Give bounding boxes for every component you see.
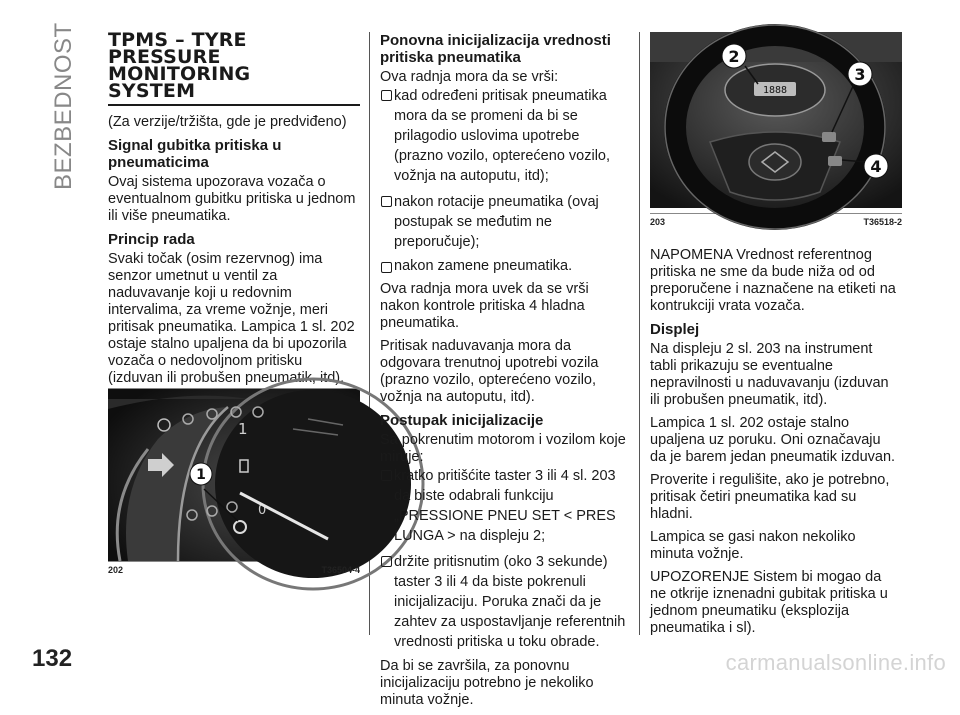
title-line: MONITORING xyxy=(108,63,251,85)
instrument-cluster-photo xyxy=(108,389,360,561)
section-title xyxy=(108,29,360,102)
heading-reinit: Ponovna inicijalizacija vrednosti pritiska pneumatika xyxy=(380,32,611,66)
title-line: PRESSURE xyxy=(108,46,221,68)
figure-number: 203 xyxy=(650,217,666,227)
figure-202 xyxy=(108,388,360,582)
column-divider xyxy=(639,32,640,635)
heading-princip: Princip rada xyxy=(108,231,195,248)
control-button-lower xyxy=(828,156,842,166)
steering-wheel-photo xyxy=(650,32,902,208)
figure-code: T36518-2 xyxy=(863,217,902,227)
bullet-item: kad određeni pritisak pneumatika mora da se promeni da bi se prilagodio uslovima upotrebe (prazno vozilo, opterećeno vozilo, vožnja na autoputu, itd); xyxy=(380,86,630,186)
gauge-tick-label: 0 xyxy=(258,503,267,518)
side-label-text: BEZBEDNOST xyxy=(50,22,77,190)
page-number: 132 xyxy=(32,645,73,672)
gauge-tick-label: 1 xyxy=(238,420,248,438)
display-readout: 1888 xyxy=(762,85,788,96)
paragraph-end: Da bi se završila, za ponovnu inicijalizaciju potrebno je nekoliko minuta vožnje. xyxy=(380,658,594,708)
callout-number: 3 xyxy=(854,65,866,84)
paragraph-warning: UPOZORENJE Sistem bi mogao da ne otkrije iznenadni gubitak pritiska u jednom pneumatiku (eksplozija pneumatika i sl). xyxy=(650,569,888,636)
column-2 xyxy=(380,32,630,715)
heading-postupak: Postupak inicijalizacije xyxy=(380,412,544,429)
callout-number: 1 xyxy=(196,467,206,483)
heading-displej: Displej xyxy=(650,321,700,338)
paragraph-pressure: Pritisak naduvavanja mora da odgovara trenutnoj upotrebi vozila (prazno vozilo, opterećeno vozilo, vožnja na autoputu, itd). xyxy=(380,338,599,405)
paragraph-princip: Svaki točak (osim rezervnog) ima senzor umetnut u ventil za naduvavanje koji u redovnim intervalima, za vreme vožnje, meri pritisak pneumatika. Lampica 1 sl. 202 ostaje stalno upaljena da bi upozorila vozača o nedovoljnom pritisku (izduvan ili probušen pneumatik, itd). xyxy=(108,251,355,386)
column-3 xyxy=(650,32,900,643)
figure-code: T36504-4 xyxy=(321,565,360,575)
paragraph-cold: Ova radnja mora uvek da se vrši nakon kontrole pritiska 4 hladna pneumatika. xyxy=(380,281,589,331)
intro-text: (Za verzije/tržišta, gde je predviđeno) xyxy=(108,114,347,130)
title-underline xyxy=(108,104,360,106)
bullet-item: kratko pritišćite taster 3 ili 4 sl. 203 da biste odabrali funkciju „PRESSIONE PNEU SET < PRES LUNGA > na displeju 2; xyxy=(380,466,630,546)
section-side-label xyxy=(50,22,77,190)
paragraph-off: Lampica se gasi nakon nekoliko minuta vožnje. xyxy=(650,529,856,562)
column-1 xyxy=(108,29,360,393)
watermark: carmanualsonline.info xyxy=(725,650,946,675)
figure-203 xyxy=(650,32,902,227)
paragraph-note: NAPOMENA Vrednost referentnog pritiska ne sme da bude niža od od preporučene i naznačene na etiketi na kontrukciji vrata vozača. xyxy=(650,247,896,314)
paragraph-start: Sa pokrenutim motorom i vozilom koje miruje: xyxy=(380,432,626,465)
heading-signal: Signal gubitka pritiska u pneumaticima xyxy=(108,137,282,171)
paragraph-signal: Ovaj sistema upozorava vozača o eventualnom gubitku pritiska u jednom ili više pneumatika. xyxy=(108,174,356,224)
figure-caption xyxy=(108,565,360,575)
title-line: TPMS – TYRE xyxy=(108,29,247,51)
callout-number: 2 xyxy=(728,47,740,66)
paragraph-check: Proverite i regulišite, ako je potrebno, pritisak četiri pneumatika kad su hladni. xyxy=(650,472,890,522)
paragraph-must: Ova radnja mora da se vrši: xyxy=(380,69,559,85)
paragraph-displej: Na displeju 2 sl. 203 na instrument tabli prikazuju se eventualne nepravilnosti u naduvavanju (izduvan ili probušen pneumatik, itd). xyxy=(650,341,889,408)
paragraph-lamp: Lampica 1 sl. 202 ostaje stalno upaljena uz poruku. Oni označavaju da je barem jedan pneumatik izduvan. xyxy=(650,415,896,465)
control-button-upper xyxy=(822,132,836,142)
bullet-item: nakon zamene pneumatika. xyxy=(380,258,630,275)
title-line: SYSTEM xyxy=(108,80,196,102)
callout-number: 4 xyxy=(870,157,882,176)
bullet-item: držite pritisnutim (oko 3 sekunde) taster 3 ili 4 da biste pokrenuli inicijalizaciju. Poruka znači da je zahtev za uspostavljanje referentnih vrednosti pritiska u toku obrade. xyxy=(380,552,630,652)
bullet-item: nakon rotacije pneumatika (ovaj postupak se međutim ne preporučuje); xyxy=(380,192,630,252)
figure-number: 202 xyxy=(108,565,124,575)
